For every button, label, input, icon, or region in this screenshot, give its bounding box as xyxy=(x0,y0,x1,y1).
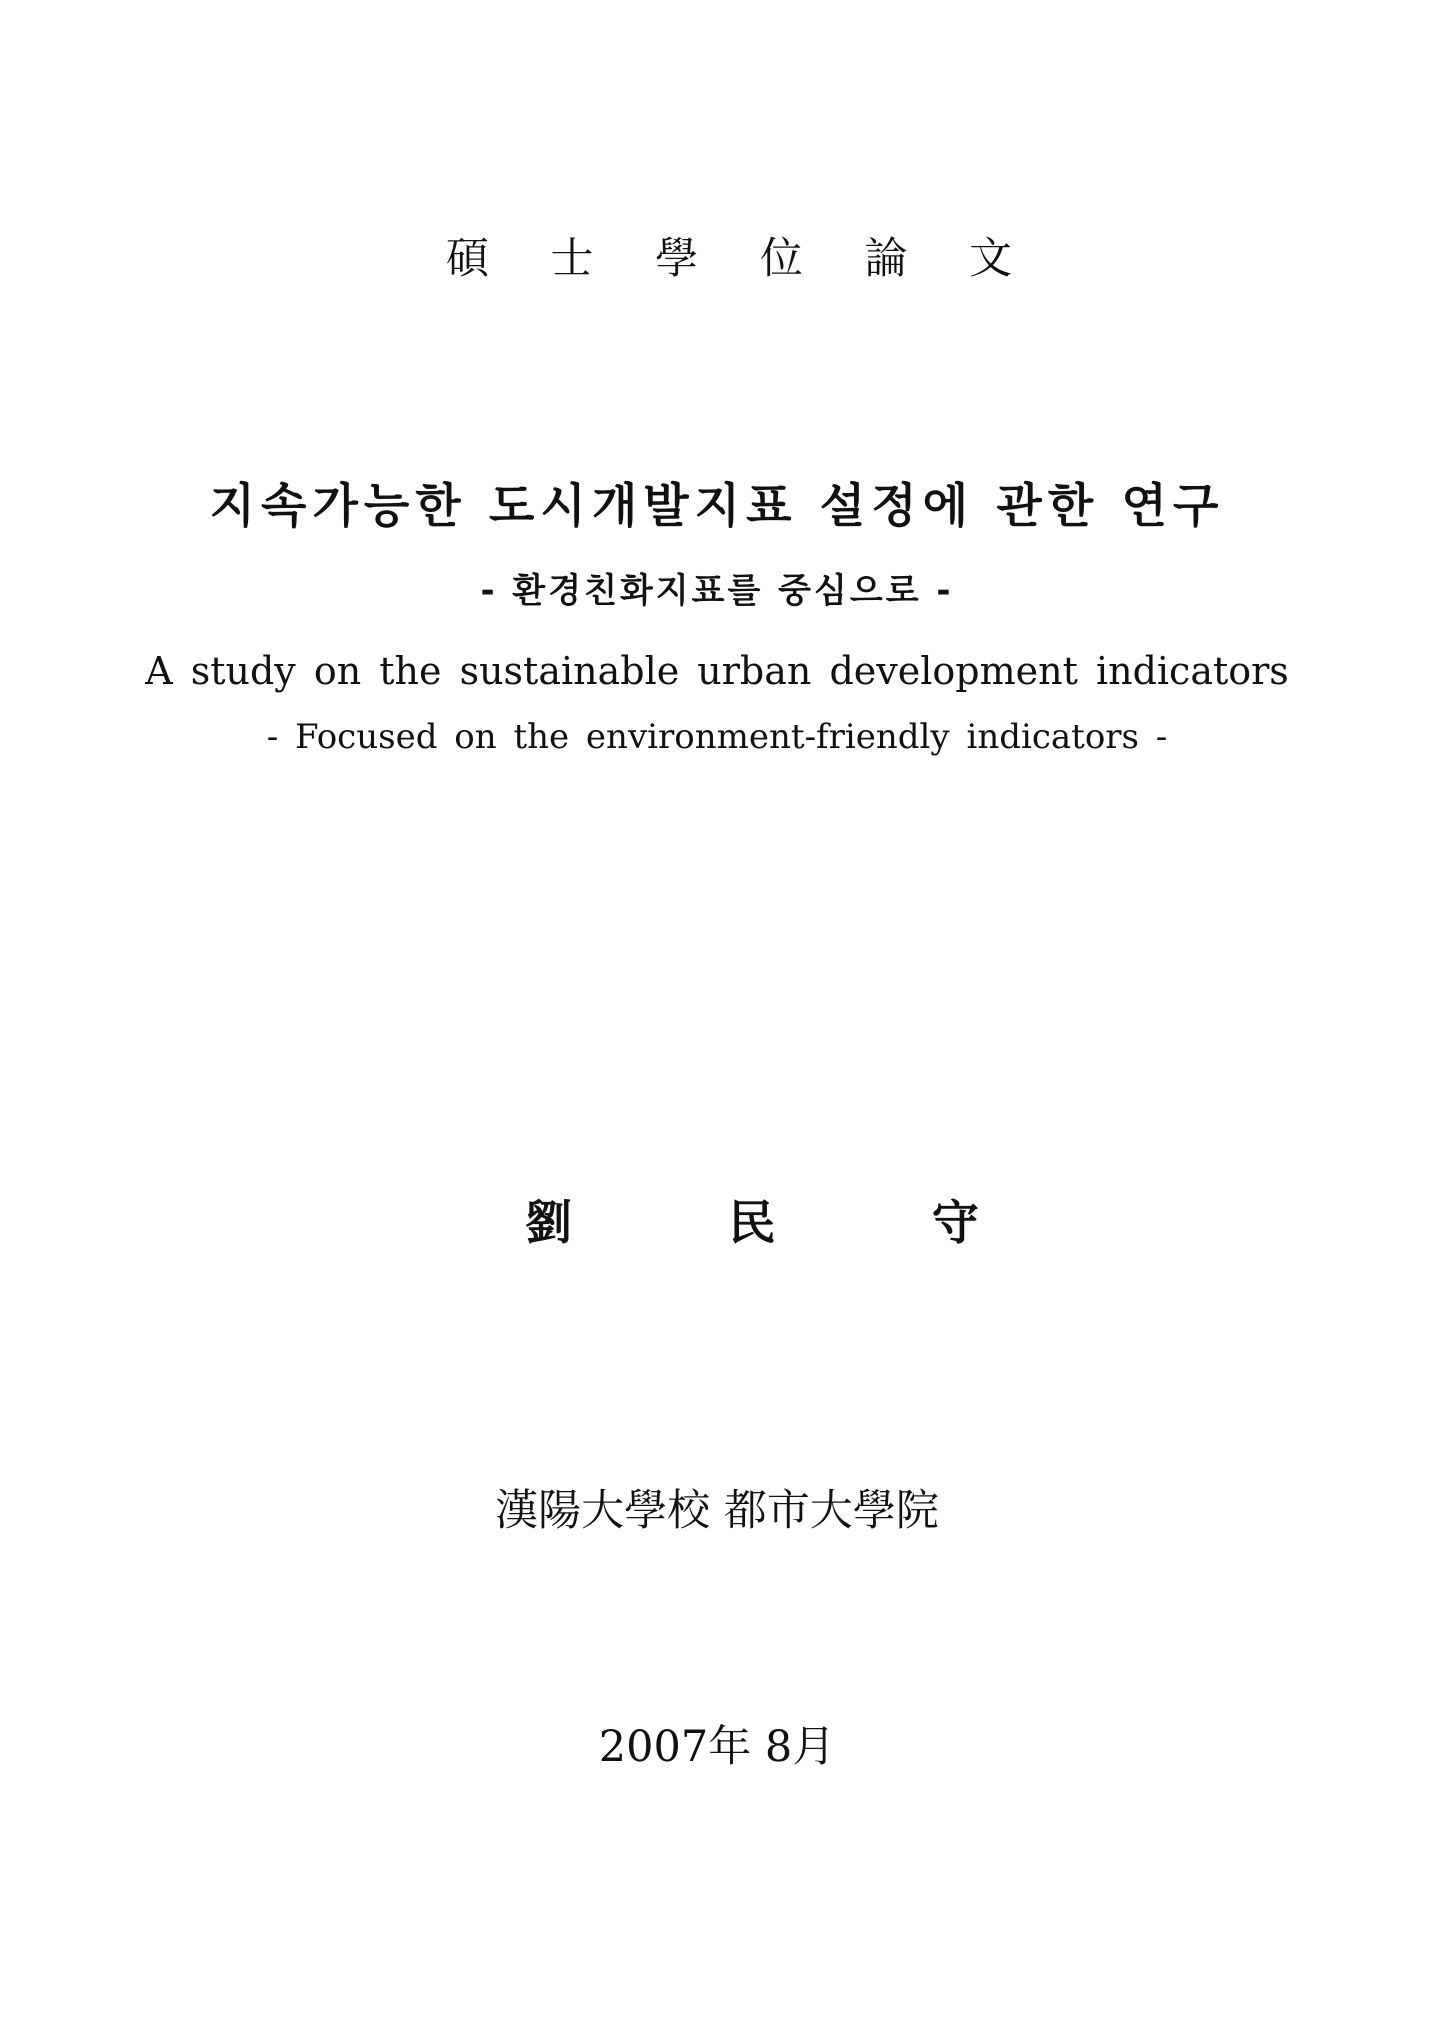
institution-name: 漢陽大學校 都市大學院 xyxy=(495,1486,939,1536)
thesis-title-english: A study on the sustainable urban development indicators xyxy=(145,649,1289,693)
degree-type: 碩 士 學 位 論 文 xyxy=(445,234,1037,284)
author-name: 劉 民 守 xyxy=(525,1196,1049,1251)
thesis-subtitle-english: - Focused on the environment-friendly indicators - xyxy=(266,717,1168,757)
thesis-subtitle-korean: - 환경친화지표를 중심으로 - xyxy=(480,571,954,611)
thesis-title-korean: 지속가능한 도시개발지표 설정에 관한 연구 xyxy=(209,479,1225,534)
submission-date: 2007年 8月 xyxy=(598,1722,836,1772)
